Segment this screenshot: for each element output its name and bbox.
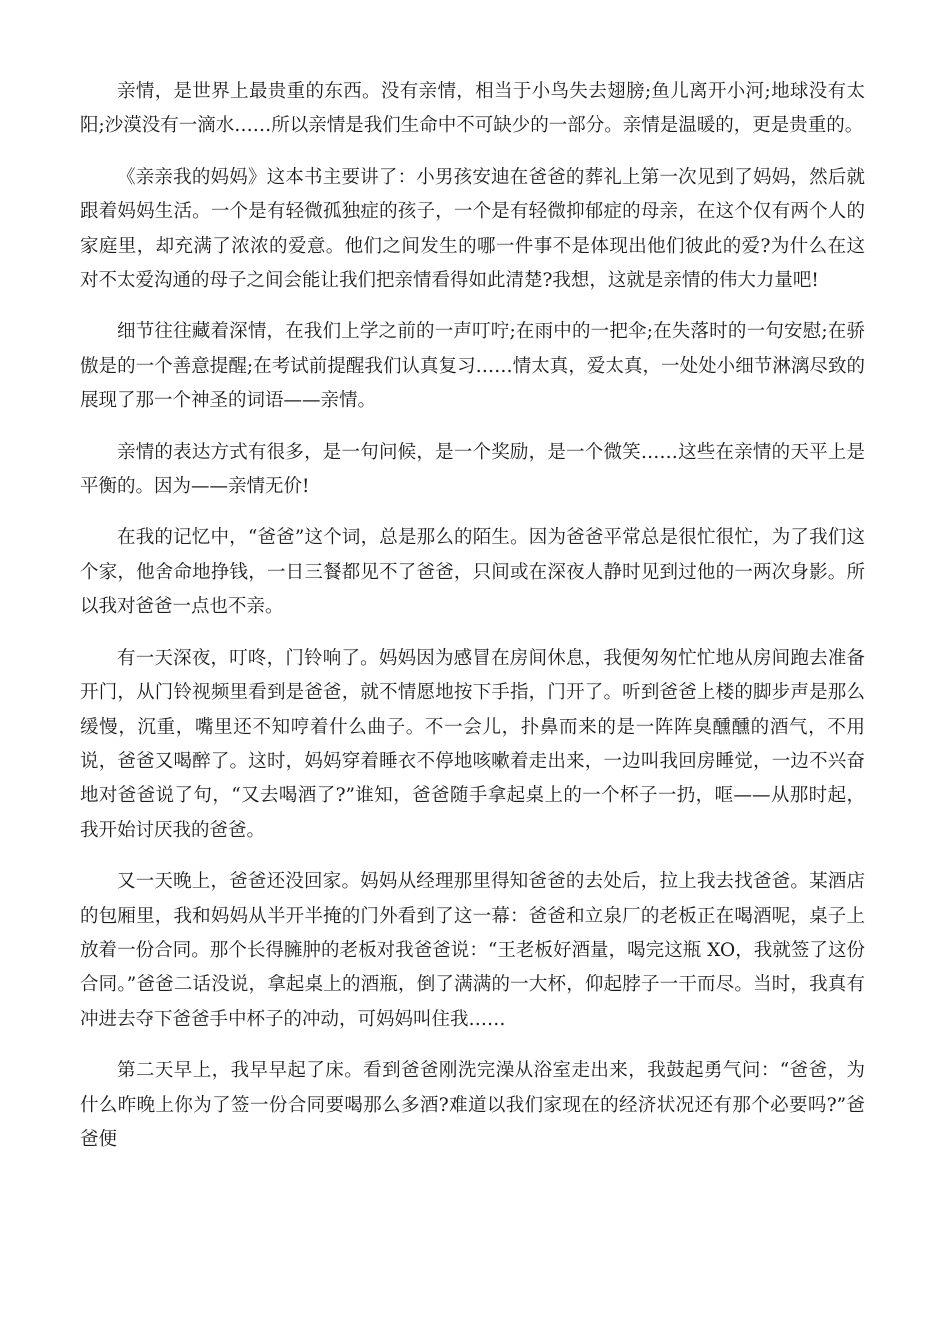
paragraph-family-love-definition: 亲情，是世界上最贵重的东西。没有亲情，相当于小鸟失去翅膀;鱼儿离开小河;地球没有太阳;沙漠没有一滴水……所以亲情是我们生命中不可缺少的一部分。亲情是温暖的，更是贵重的。 bbox=[80, 81, 865, 137]
paragraph-next-morning: 第二天早上，我早早起了床。看到爸爸刚洗完澡从浴室走出来，我鼓起勇气问：“爸爸，为什么昨晚上你为了签一份合同要喝那么多酒?难道以我们家现在的经济状况还有那个必要吗?”爸爸便 bbox=[80, 1060, 865, 1150]
paragraph-expressions: 亲情的表达方式有很多，是一句问候，是一个奖励，是一个微笑……这些在亲情的天平上是平衡的。因为——亲情无价! bbox=[80, 441, 865, 498]
paragraph-details: 细节往往藏着深情，在我们上学之前的一声叮咛;在雨中的一把伞;在失落时的一句安慰;在骄傲是的一个善意提醒;在考试前提醒我们认真复习……情太真，爱太真，一处处小细节淋漓尽致的展现了那一个神圣的词语——亲情。 bbox=[80, 321, 865, 412]
paragraph-book-summary: 《亲亲我的妈妈》这本书主要讲了：小男孩安迪在爸爸的葬礼上第一次见到了妈妈，然后就跟着妈妈生活。一个是有轻微孤独症的孩子，一个是有轻微抑郁症的母亲，在这个仅有两个人的家庭里，却充满了浓浓的爱意。他们之间发生的哪一件事不是体现出他们彼此的爱?为什么在这对不太爱沟通的母子之间会能让我们把亲情看得如此清楚?我想，这就是亲情的伟大力量吧! bbox=[80, 166, 865, 292]
paragraph-late-night: 有一天深夜，叮咚，门铃响了。妈妈因为感冒在房间休息，我便匆匆忙忙地从房间跑去准备开门，从门铃视频里看到是爸爸，就不情愿地按下手指，门开了。听到爸爸上楼的脚步声是那么缓慢，沉重，嘴里还不知哼着什么曲子。不一会儿，扑鼻而来的是一阵阵臭醺醺的酒气，不用说，爸爸又喝醉了。这时，妈妈穿着睡衣不停地咳嗽着走出来，一边叫我回房睡觉，一边不兴奋地对爸爸说了句，“又去喝酒了?”谁知，爸爸随手拿起桌上的一个杯子一扔，哐——从那时起，我开始讨厌我的爸爸。 bbox=[80, 647, 865, 841]
document-body bbox=[80, 75, 865, 1174]
paragraph-restaurant: 又一天晚上，爸爸还没回家。妈妈从经理那里得知爸爸的去处后，拉上我去找爸爸。某酒店的包厢里，我和妈妈从半开半掩的门外看到了这一幕：爸爸和立泉厂的老板正在喝酒呢，桌子上放着一份合同。那个长得臃肿的老板对我爸爸说：“王老板好酒量，喝完这瓶 XO，我就签了这份合同。”爸爸二话没说，拿起桌上的酒瓶，倒了满满的一大杯，仰起脖子一干而尽。当时，我真有冲进去夺下爸爸手中杯子的冲动，可妈妈叫住我…… bbox=[80, 871, 865, 1030]
paragraph-memory-of-father: 在我的记忆中，“爸爸”这个词，总是那么的陌生。因为爸爸平常总是很忙很忙，为了我们这个家，他舍命地挣钱，一日三餐都见不了爸爸，只间或在深夜人静时见到过他的一两次身影。所以我对爸爸一点也不亲。 bbox=[80, 527, 865, 618]
